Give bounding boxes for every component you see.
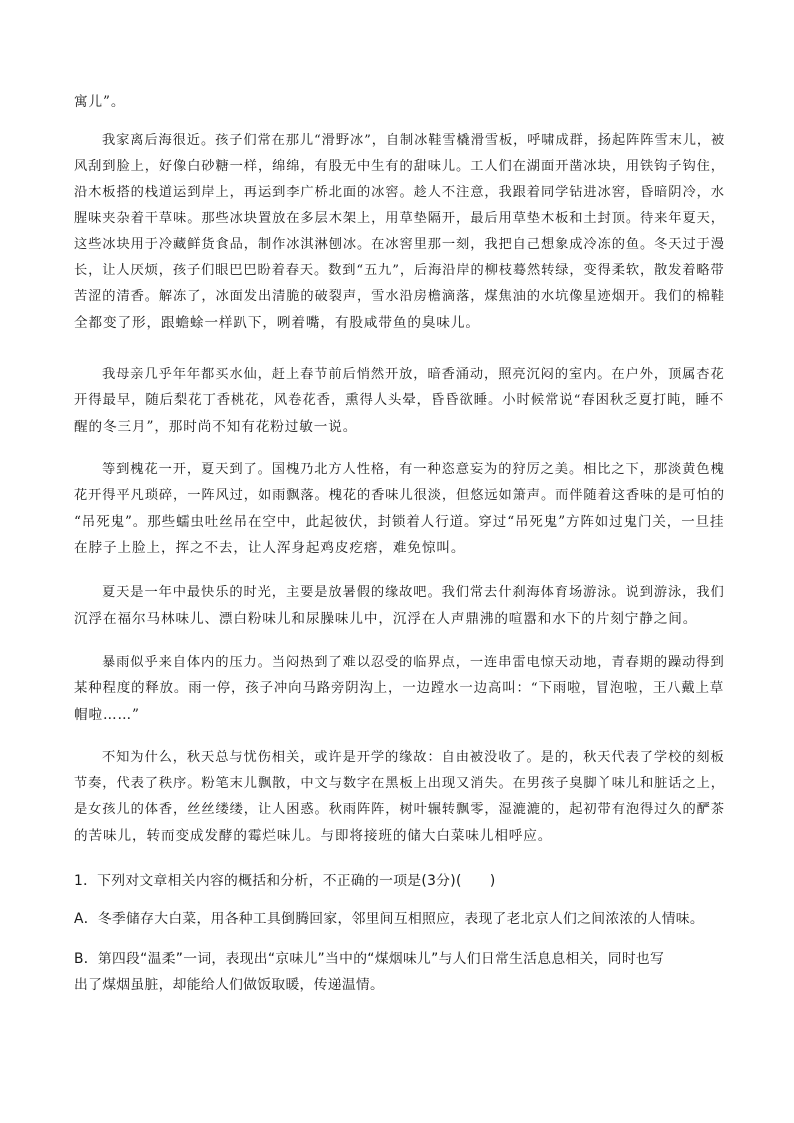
paragraph-houhai-winter	[74, 128, 724, 336]
text-line: 苦涩的清香。解冻了，冰面发出清脆的破裂声，雪水沿房檐滴落，煤焦油的水坑像星迹烟开。我们的棉鞋	[74, 289, 725, 304]
text-line: “吊死鬼”。那些蠕虫吐丝吊在空中，此起彼伏，封锁着人行道。穿过“吊死鬼”方阵如过鬼门关，一旦挂	[74, 514, 725, 530]
paragraph-locust-blossoms	[74, 457, 724, 561]
paragraph-rainstorm	[74, 650, 724, 728]
paragraph-summer-swimming	[74, 580, 724, 632]
text-line: 某种程度的释放。雨一停，孩子冲向马路旁阴沟上，一边蹚水一边高叫：“下雨啦，冒泡啦，王八戴上草	[74, 681, 725, 696]
text-line: 不知为什么，秋天总与忧伤相关，或许是开学的缘故：自由被没收了。是的，秋天代表了学校的刻板	[102, 750, 725, 765]
text-line: 沉浮在福尔马林味儿、漂白粉味儿和尿臊味儿中，沉浮在人声鼎沸的喧嚣和水下的片刻宁静之间。	[74, 611, 698, 627]
text-line: 长，让人厌烦，孩子们眼巴巴盼着春天。数到“五九”，后海沿岸的柳枝蓦然转绿，变得柔软，散发着略带	[74, 263, 725, 278]
text-line: 寓儿”。	[74, 94, 126, 110]
paragraph-spring-flowers	[74, 362, 724, 440]
text-line: 帽啦……”	[74, 707, 140, 723]
text-line: 夏天是一年中最快乐的时光，主要是放暑假的缘故吧。我们常去什刹海体育场游泳。说到游泳，我们	[102, 585, 725, 600]
paragraph-autumn	[74, 745, 724, 849]
text-line: 我家离后海很近。孩子们常在那儿“滑野冰”，自制冰鞋雪橇滑雪板，呼啸成群，扬起阵阵雪末儿，被	[102, 133, 726, 148]
text-line: 花开得平凡琐碎，一阵风过，如雨飘落。槐花的香味儿很淡，但悠远如箫声。而伴随着这香味的是可怕的	[74, 488, 725, 503]
text-line: 等到槐花一开，夏天到了。国槐乃北方人性格，有一种恣意妄为的狩厉之美。相比之下，那淡黄色槐	[102, 462, 725, 477]
text-line: 沿木板搭的栈道运到岸上，再运到李广桥北面的冰窖。趁人不注意，我跟着同学钻进冰窖，昏暗阴冷，水	[74, 185, 725, 200]
option-a	[74, 906, 724, 932]
text-line: 全都变了形，跟蟾蜍一样趴下，咧着嘴，有股咸带鱼的臭味儿。	[74, 315, 480, 331]
text-line: 这些冰块用于冷藏鲜货食品，制作冰淇淋刨冰。在冰窖里那一刻，我把自己想象成冷冻的鱼。冬天过于漫	[74, 237, 725, 252]
text-line: 醒的冬三月”，那时尚不知有花粉过敏一说。	[74, 419, 358, 435]
option-text: 出了煤烟虽脏，却能给人们做饭取暖，传递温情。	[74, 977, 385, 993]
text-line: 我母亲几乎年年都买水仙，赶上春节前后悄然开放，暗香涌动，照亮沉闷的室内。在户外，顶属杏花	[102, 367, 725, 382]
paragraph-continuation	[74, 89, 724, 115]
option-text: A．冬季储存大白菜，用各种工具倒腾回家，邻里间互相照应，表现了老北京人们之间浓浓的人情味。	[74, 911, 704, 927]
question-text: 1．下列对文章相关内容的概括和分析，不正确的一项是(3分)( )	[74, 873, 496, 889]
text-line: 暴雨似乎来自体内的压力。当闷热到了难以忍受的临界点，一连串雷电惊天动地，青春期的躁动得到	[102, 655, 725, 670]
text-line: 开得最早，随后梨花丁香桃花，风卷花香，熏得人头晕，昏昏欲睡。小时候常说“春困秋乏夏打盹，睡不	[74, 393, 725, 408]
option-text: B．第四段“温柔”一词，表现出“京味儿”当中的“煤烟味儿”与人们日常生活息息相关，同时也写	[74, 951, 665, 967]
question-1-stem	[74, 868, 724, 894]
text-line: 在脖子上脸上，挥之不去，让人浑身起鸡皮疙瘩，难免惊叫。	[74, 540, 466, 556]
text-line: 的苦味儿，转而变成发酵的霉烂味儿。与即将接班的储大白菜味儿相呼应。	[74, 828, 553, 844]
text-line: 腥味夹杂着干草味。那些冰块置放在多层木架上，用草垫隔开，最后用草垫木板和土封顶。待来年夏天，	[74, 211, 725, 226]
text-line: 风刮到脸上，好像白砂糖一样，绵绵，有股无中生有的甜味儿。工人们在湖面开凿冰块，用铁钩子钩住，	[74, 159, 725, 174]
option-b	[74, 946, 724, 998]
text-line: 节奏，代表了秩序。粉笔末儿飘散，中文与数字在黑板上出现又消失。在男孩子臭脚丫味儿和脏话之上，	[74, 776, 725, 791]
text-line: 是女孩儿的体香，丝丝缕缕，让人困惑。秋雨阵阵，树叶辗转飘零，湿漉漉的，起初带有泡得过久的酽茶	[74, 802, 725, 817]
